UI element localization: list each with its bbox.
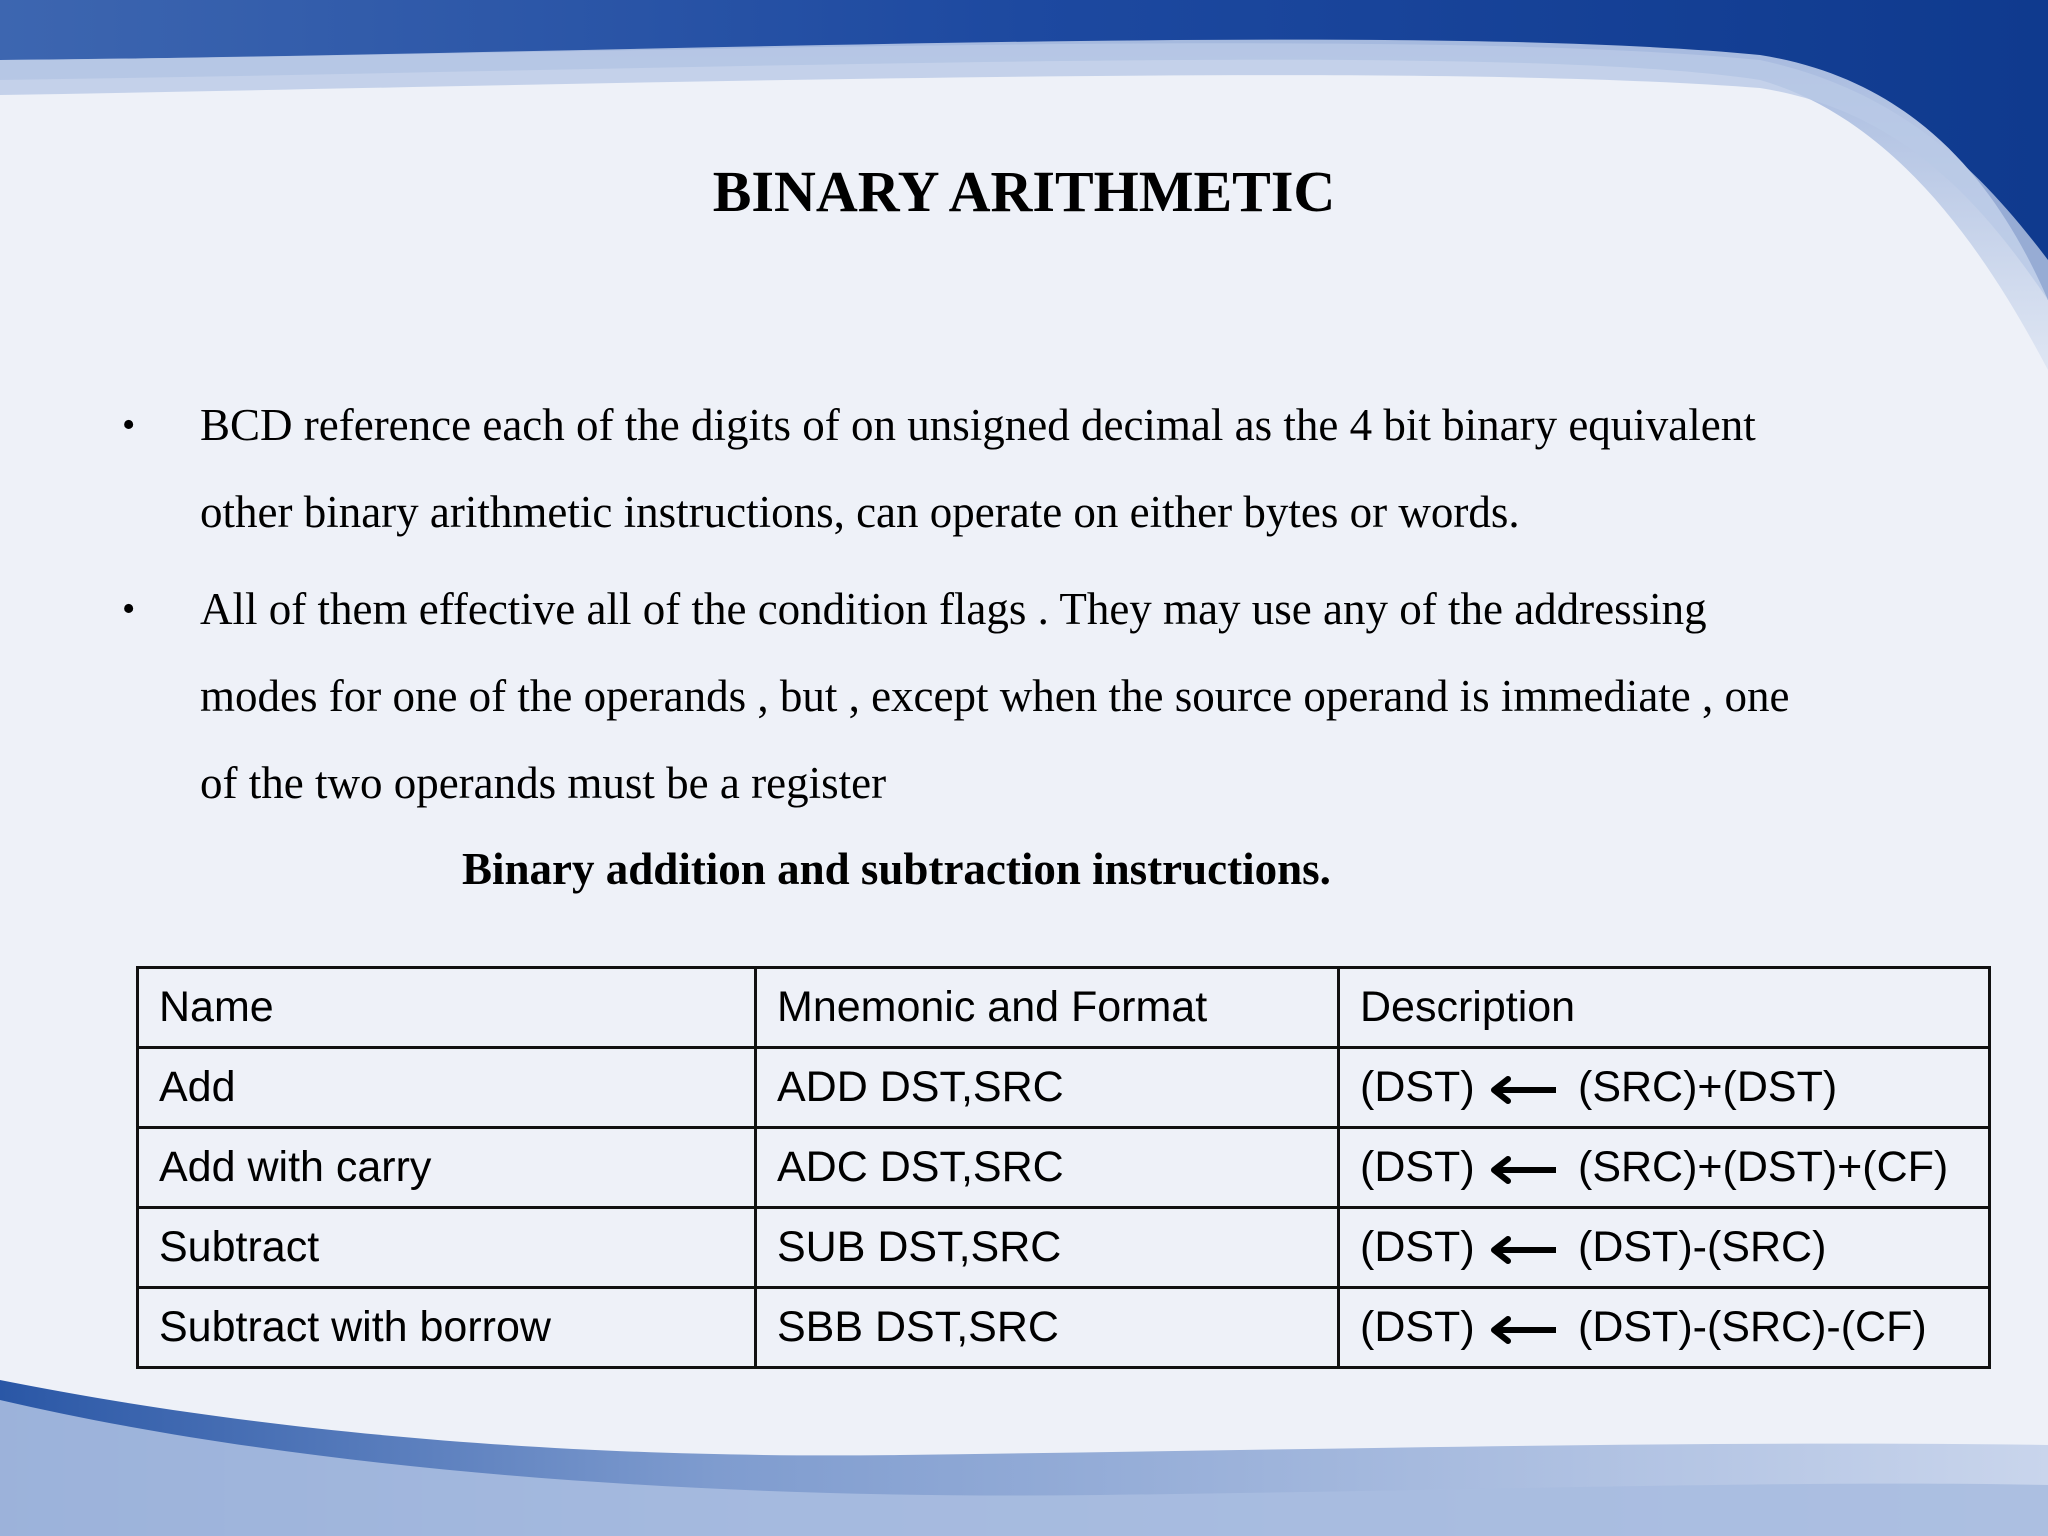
bullet-line: modes for one of the operands , but , except when the source operand is immediate , one [200,671,1790,721]
desc-dst: (DST) [1360,1143,1475,1191]
left-arrow-icon [1488,1235,1558,1265]
left-arrow-icon [1488,1075,1558,1105]
cell-description [1339,1048,1990,1128]
header-name: Name [138,968,756,1048]
bullet-dot-icon: • [122,404,136,446]
cell-description [1339,1208,1990,1288]
left-arrow-icon [1488,1155,1558,1185]
cell-description [1339,1288,1990,1368]
cell-mnemonic: SUB DST,SRC [756,1208,1339,1288]
bullet-item [118,566,1938,827]
desc-dst: (DST) [1360,1223,1475,1271]
header-description: Description [1339,968,1990,1048]
bullet-line: of the two operands must be a register [200,758,887,808]
instruction-table [136,966,1991,1369]
cell-mnemonic: ADC DST,SRC [756,1128,1339,1208]
desc-expression: (SRC)+(DST) [1578,1063,1838,1111]
desc-dst: (DST) [1360,1303,1475,1351]
table-row [138,1048,1990,1128]
cell-name: Add with carry [138,1128,756,1208]
table-header-row [138,968,1990,1048]
cell-mnemonic: ADD DST,SRC [756,1048,1339,1128]
bullet-line: All of them effective all of the condition flags . They may use any of the addressing [200,584,1707,634]
header-mnemonic: Mnemonic and Format [756,968,1339,1048]
cell-mnemonic: SBB DST,SRC [756,1288,1339,1368]
bullet-line: other binary arithmetic instructions, can operate on either bytes or words. [200,487,1520,537]
desc-expression: (DST)-(SRC) [1578,1223,1827,1271]
table-row [138,1208,1990,1288]
table-caption: Binary addition and subtraction instructions. [462,844,1331,894]
desc-expression: (DST)-(SRC)-(CF) [1578,1303,1927,1351]
desc-expression: (SRC)+(DST)+(CF) [1578,1143,1949,1191]
cell-name: Subtract with borrow [138,1288,756,1368]
desc-dst: (DST) [1360,1063,1475,1111]
bullet-list [118,382,1938,837]
table-row [138,1128,1990,1208]
cell-description [1339,1128,1990,1208]
cell-name: Subtract [138,1208,756,1288]
left-arrow-icon [1488,1315,1558,1345]
table-row [138,1288,1990,1368]
bullet-dot-icon: • [122,588,136,630]
bullet-line: BCD reference each of the digits of on unsigned decimal as the 4 bit binary equivalent [200,400,1756,450]
bullet-item [118,382,1938,556]
slide-title: BINARY ARITHMETIC [712,159,1336,224]
cell-name: Add [138,1048,756,1128]
